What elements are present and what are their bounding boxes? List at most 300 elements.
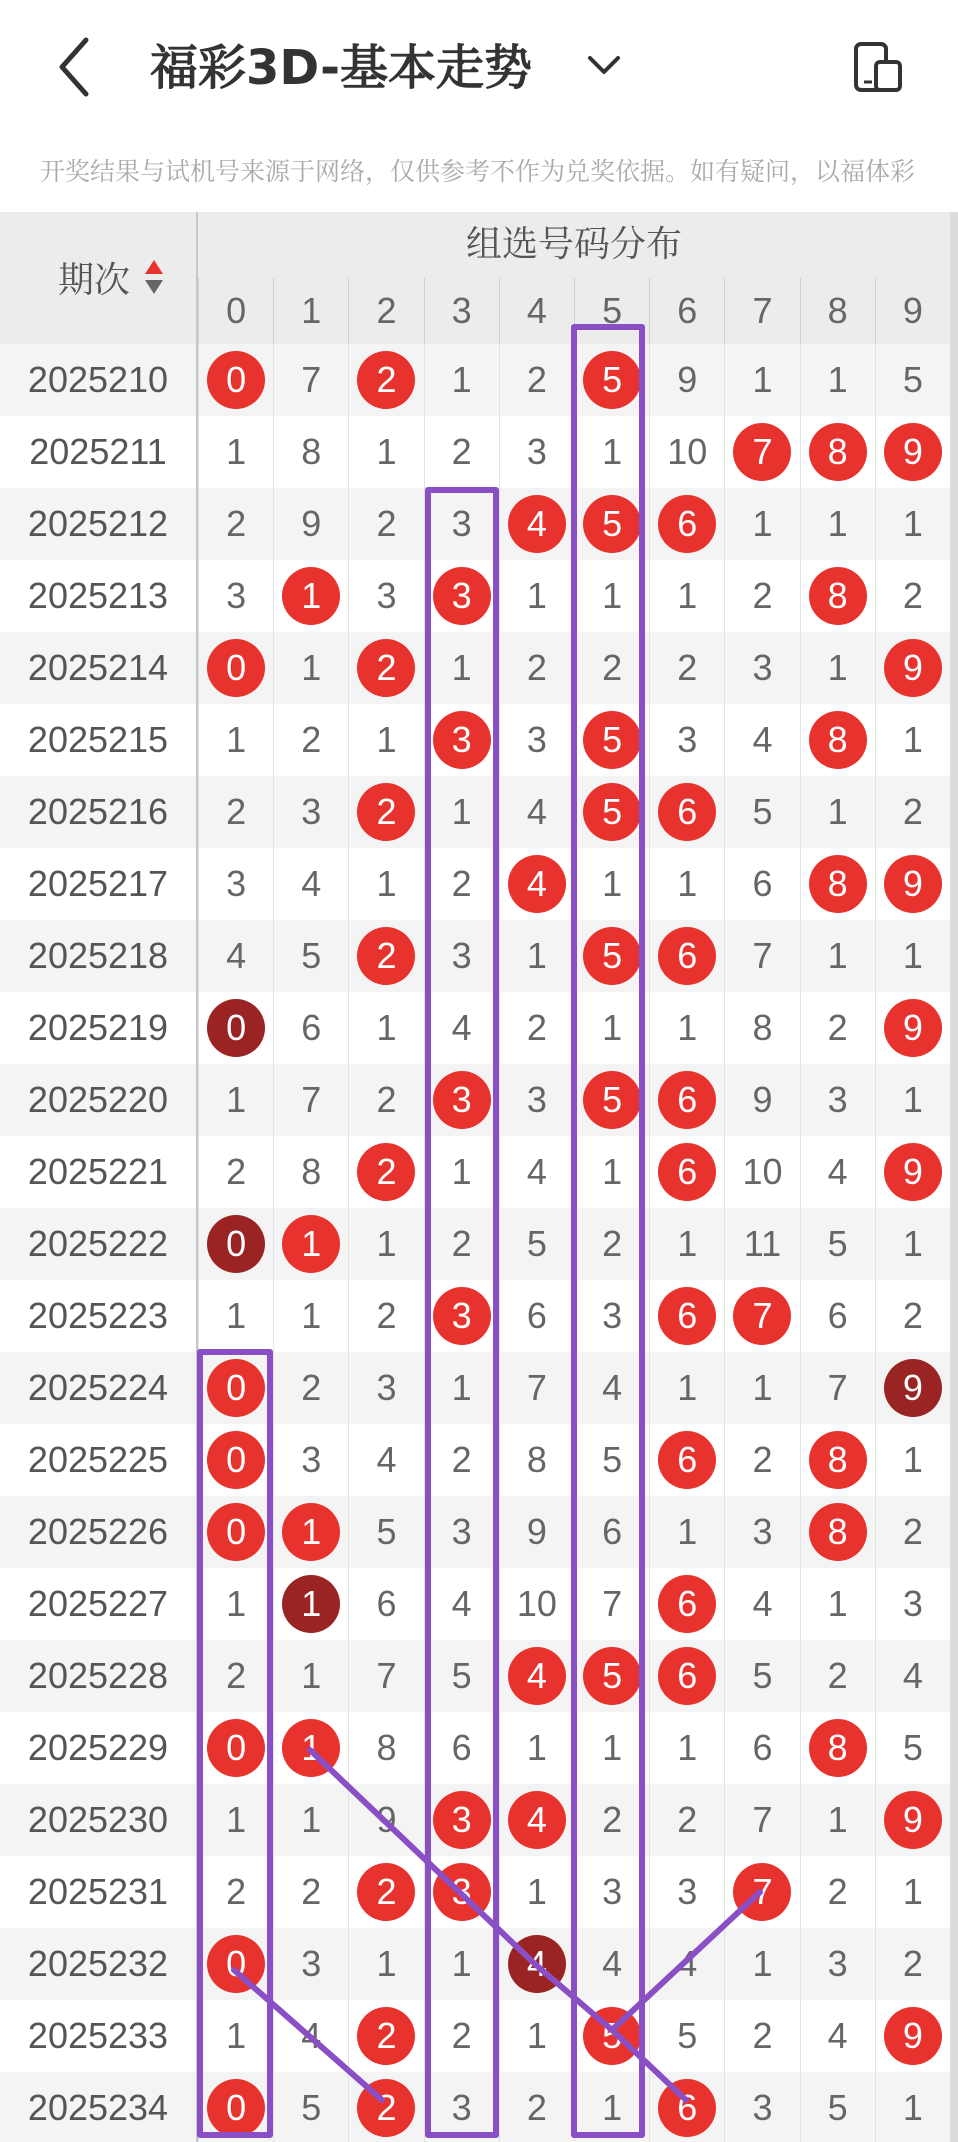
omission-cell: 2 [724, 1424, 799, 1496]
omission-cell: 1 [273, 1640, 348, 1712]
omission-cell: 5 [800, 2072, 875, 2142]
omission-cell: 4 [499, 776, 574, 848]
omission-cell: 2 [198, 1640, 273, 1712]
number-ball: 3 [433, 1071, 491, 1129]
hit-cell [198, 992, 273, 1064]
omission-cell: 1 [875, 2072, 950, 2142]
hit-cell [800, 1424, 875, 1496]
omission-cell: 1 [574, 560, 649, 632]
omission-cell: 1 [724, 344, 799, 416]
digit-header-2: 2 [348, 278, 423, 344]
omission-cell: 1 [800, 632, 875, 704]
number-ball: 9 [884, 999, 942, 1057]
omission-cell: 4 [875, 1640, 950, 1712]
omission-cell: 1 [348, 1928, 423, 2000]
omission-cell: 3 [724, 1496, 799, 1568]
omission-cell: 2 [574, 632, 649, 704]
table-row [0, 2000, 958, 2072]
omission-cell: 3 [273, 1424, 348, 1496]
number-ball: 2 [357, 2007, 415, 2065]
omission-cell: 2 [499, 992, 574, 1064]
number-ball: 6 [658, 1647, 716, 1705]
omission-cell: 1 [574, 1136, 649, 1208]
number-ball: 6 [658, 495, 716, 553]
omission-cell: 1 [198, 1280, 273, 1352]
period-number: 2025215 [0, 704, 198, 776]
omission-cell: 9 [348, 1784, 423, 1856]
omission-cell: 8 [348, 1712, 423, 1784]
omission-cell: 5 [424, 1640, 499, 1712]
omission-cell: 2 [499, 344, 574, 416]
number-ball: 2 [357, 2079, 415, 2137]
period-number: 2025222 [0, 1208, 198, 1280]
omission-cell: 2 [649, 632, 724, 704]
omission-cell: 4 [424, 992, 499, 1064]
scrollbar-track[interactable] [950, 212, 958, 2142]
digit-header-1: 1 [273, 278, 348, 344]
number-ball: 1 [282, 1503, 340, 1561]
table-row [0, 1856, 958, 1928]
period-header-label: 期次 [58, 260, 131, 301]
period-number: 2025210 [0, 344, 198, 416]
omission-cell: 1 [348, 848, 423, 920]
table-row [0, 920, 958, 992]
omission-cell: 7 [800, 1352, 875, 1424]
omission-cell: 1 [499, 920, 574, 992]
omission-cell: 6 [574, 1496, 649, 1568]
hit-cell [499, 1928, 574, 2000]
omission-cell: 3 [800, 1928, 875, 2000]
hit-cell [875, 416, 950, 488]
hit-cell [424, 560, 499, 632]
omission-cell: 7 [499, 1352, 574, 1424]
table-row [0, 1208, 958, 1280]
omission-cell: 1 [198, 1064, 273, 1136]
number-ball: 0 [207, 1215, 265, 1273]
table-row [0, 992, 958, 1064]
number-ball: 2 [357, 1143, 415, 1201]
disclaimer-text: 开奖结果与试机号来源于网络，仅供参考不作为兑奖依据。如有疑问，以福体彩 [40, 157, 916, 186]
table-row [0, 1064, 958, 1136]
omission-cell: 2 [499, 2072, 574, 2142]
hit-cell [348, 1856, 423, 1928]
period-number: 2025217 [0, 848, 198, 920]
number-ball: 2 [357, 783, 415, 841]
hit-cell [348, 632, 423, 704]
table-row [0, 416, 958, 488]
omission-cell: 1 [800, 488, 875, 560]
omission-cell: 1 [875, 1064, 950, 1136]
omission-cell: 1 [875, 488, 950, 560]
hit-cell [499, 848, 574, 920]
number-ball: 8 [809, 423, 867, 481]
digit-header-8: 8 [800, 278, 875, 344]
hit-cell [348, 2000, 423, 2072]
number-ball: 2 [357, 351, 415, 409]
number-ball: 0 [207, 1503, 265, 1561]
omission-cell: 1 [875, 1424, 950, 1496]
sort-icon[interactable] [144, 258, 164, 298]
number-ball: 2 [357, 639, 415, 697]
omission-cell: 1 [649, 848, 724, 920]
number-ball: 4 [508, 1647, 566, 1705]
hit-cell [424, 1784, 499, 1856]
omission-cell: 5 [649, 2000, 724, 2072]
hit-cell [724, 1856, 799, 1928]
number-ball: 0 [207, 351, 265, 409]
hit-cell [800, 848, 875, 920]
omission-cell: 1 [424, 1136, 499, 1208]
omission-cell: 4 [649, 1928, 724, 2000]
number-ball: 9 [884, 1143, 942, 1201]
hit-cell [800, 704, 875, 776]
table-row [0, 560, 958, 632]
omission-cell: 3 [499, 704, 574, 776]
page-title[interactable]: 福彩3D-基本走势 [150, 40, 533, 96]
number-ball: 0 [207, 1935, 265, 1993]
number-ball: 8 [809, 711, 867, 769]
omission-cell: 3 [273, 776, 348, 848]
hit-cell [574, 776, 649, 848]
omission-cell: 1 [875, 920, 950, 992]
hit-cell [800, 560, 875, 632]
omission-cell: 10 [724, 1136, 799, 1208]
hit-cell [273, 560, 348, 632]
number-ball: 9 [884, 1791, 942, 1849]
hit-cell [574, 920, 649, 992]
hit-cell [499, 1784, 574, 1856]
number-ball: 4 [508, 1935, 566, 1993]
number-ball: 9 [884, 1359, 942, 1417]
omission-cell: 1 [574, 848, 649, 920]
period-number: 2025219 [0, 992, 198, 1064]
hit-cell [198, 344, 273, 416]
omission-cell: 9 [499, 1496, 574, 1568]
omission-cell: 2 [724, 2000, 799, 2072]
omission-cell: 3 [348, 1352, 423, 1424]
digit-header-6: 6 [649, 278, 724, 344]
omission-cell: 2 [348, 488, 423, 560]
hit-cell [424, 704, 499, 776]
omission-cell: 2 [198, 776, 273, 848]
table-row [0, 1280, 958, 1352]
back-arrow-icon[interactable] [50, 32, 100, 102]
chevron-down-icon[interactable] [582, 42, 626, 86]
omission-cell: 1 [348, 992, 423, 1064]
period-number: 2025220 [0, 1064, 198, 1136]
hit-cell [198, 1928, 273, 2000]
omission-cell: 1 [574, 992, 649, 1064]
hit-cell [348, 2072, 423, 2142]
hit-cell [649, 1280, 724, 1352]
number-ball: 4 [508, 495, 566, 553]
period-number: 2025232 [0, 1928, 198, 2000]
device-switch-icon[interactable] [850, 40, 906, 96]
trend-table [0, 212, 958, 2142]
omission-cell: 1 [198, 1784, 273, 1856]
number-ball: 9 [884, 2007, 942, 2065]
omission-cell: 2 [724, 560, 799, 632]
hit-cell [649, 1136, 724, 1208]
omission-cell: 5 [574, 1424, 649, 1496]
number-ball: 5 [583, 495, 641, 553]
hit-cell [574, 1064, 649, 1136]
hit-cell [649, 1424, 724, 1496]
hit-cell [875, 1784, 950, 1856]
group-distribution-header: 组选号码分布 [198, 212, 950, 279]
number-ball: 7 [733, 423, 791, 481]
hit-cell [574, 344, 649, 416]
number-ball: 6 [658, 2079, 716, 2137]
omission-cell: 1 [499, 2000, 574, 2072]
period-number: 2025216 [0, 776, 198, 848]
hit-cell [574, 1640, 649, 1712]
number-ball: 2 [357, 1863, 415, 1921]
omission-cell: 6 [424, 1712, 499, 1784]
omission-cell: 9 [649, 344, 724, 416]
number-ball: 6 [658, 1575, 716, 1633]
omission-cell: 1 [273, 632, 348, 704]
omission-cell: 2 [574, 1784, 649, 1856]
omission-cell: 1 [875, 1856, 950, 1928]
table-row [0, 704, 958, 776]
number-ball: 8 [809, 1431, 867, 1489]
period-number: 2025218 [0, 920, 198, 992]
number-ball: 0 [207, 1719, 265, 1777]
number-ball: 5 [583, 711, 641, 769]
number-ball: 7 [733, 1287, 791, 1345]
period-number: 2025228 [0, 1640, 198, 1712]
table-row [0, 1424, 958, 1496]
hit-cell [875, 848, 950, 920]
table-row [0, 2072, 958, 2142]
omission-cell: 4 [800, 1136, 875, 1208]
omission-cell: 3 [198, 848, 273, 920]
omission-cell: 1 [348, 704, 423, 776]
hit-cell [273, 1568, 348, 1640]
omission-cell: 1 [424, 1928, 499, 2000]
omission-cell: 8 [273, 1136, 348, 1208]
table-row [0, 488, 958, 560]
omission-cell: 1 [499, 560, 574, 632]
number-ball: 5 [583, 927, 641, 985]
omission-cell: 6 [724, 848, 799, 920]
omission-cell: 1 [574, 1712, 649, 1784]
hit-cell [574, 704, 649, 776]
hit-cell [800, 416, 875, 488]
period-number: 2025227 [0, 1568, 198, 1640]
hit-cell [649, 1640, 724, 1712]
omission-cell: 6 [800, 1280, 875, 1352]
table-row [0, 1928, 958, 2000]
omission-cell: 1 [649, 992, 724, 1064]
hit-cell [198, 2072, 273, 2142]
omission-cell: 1 [800, 1784, 875, 1856]
number-ball: 1 [282, 567, 340, 625]
hit-cell [649, 920, 724, 992]
number-ball: 6 [658, 1143, 716, 1201]
period-column-header[interactable] [0, 212, 198, 344]
omission-cell: 11 [724, 1208, 799, 1280]
omission-cell: 1 [424, 344, 499, 416]
omission-cell: 2 [424, 848, 499, 920]
omission-cell: 3 [273, 1928, 348, 2000]
period-number: 2025224 [0, 1352, 198, 1424]
omission-cell: 7 [724, 920, 799, 992]
table-row [0, 848, 958, 920]
number-ball: 8 [809, 1719, 867, 1777]
omission-cell: 5 [875, 1712, 950, 1784]
omission-cell: 2 [499, 632, 574, 704]
omission-cell: 2 [875, 1496, 950, 1568]
omission-cell: 3 [574, 1280, 649, 1352]
period-number: 2025212 [0, 488, 198, 560]
omission-cell: 2 [273, 1856, 348, 1928]
number-ball: 1 [282, 1215, 340, 1273]
number-ball: 4 [508, 855, 566, 913]
hit-cell [875, 632, 950, 704]
omission-cell: 2 [348, 1064, 423, 1136]
omission-cell: 3 [875, 1568, 950, 1640]
period-number: 2025230 [0, 1784, 198, 1856]
hit-cell [649, 2072, 724, 2142]
number-ball: 0 [207, 1359, 265, 1417]
hit-cell [198, 1496, 273, 1568]
number-ball: 0 [207, 999, 265, 1057]
table-row [0, 1784, 958, 1856]
omission-cell: 6 [348, 1568, 423, 1640]
table-row [0, 1712, 958, 1784]
digit-header-5: 5 [574, 278, 649, 344]
omission-cell: 5 [499, 1208, 574, 1280]
hit-cell [424, 1280, 499, 1352]
number-ball: 8 [809, 855, 867, 913]
number-ball: 6 [658, 927, 716, 985]
omission-cell: 5 [875, 344, 950, 416]
number-ball: 3 [433, 1287, 491, 1345]
omission-cell: 1 [424, 776, 499, 848]
period-number: 2025213 [0, 560, 198, 632]
table-row [0, 1640, 958, 1712]
omission-cell: 2 [875, 1928, 950, 2000]
table-row [0, 1136, 958, 1208]
digit-header-4: 4 [499, 278, 574, 344]
number-ball: 8 [809, 567, 867, 625]
omission-cell: 1 [800, 920, 875, 992]
number-ball: 5 [583, 1071, 641, 1129]
number-ball: 7 [733, 1863, 791, 1921]
omission-cell: 2 [875, 1280, 950, 1352]
omission-cell: 1 [800, 776, 875, 848]
hit-cell [499, 488, 574, 560]
period-number: 2025231 [0, 1856, 198, 1928]
omission-cell: 1 [800, 1568, 875, 1640]
omission-cell: 1 [800, 344, 875, 416]
digit-header-3: 3 [424, 278, 499, 344]
omission-cell: 2 [198, 488, 273, 560]
omission-cell: 2 [649, 1784, 724, 1856]
omission-cell: 8 [724, 992, 799, 1064]
omission-cell: 1 [724, 1928, 799, 2000]
hit-cell [875, 992, 950, 1064]
omission-cell: 9 [724, 1064, 799, 1136]
hit-cell [198, 1712, 273, 1784]
omission-cell: 1 [875, 1208, 950, 1280]
hit-cell [424, 1856, 499, 1928]
omission-cell: 2 [424, 416, 499, 488]
omission-cell: 1 [724, 488, 799, 560]
number-ball: 3 [433, 1791, 491, 1849]
number-ball: 6 [658, 783, 716, 841]
number-ball: 2 [357, 927, 415, 985]
omission-cell: 1 [499, 1856, 574, 1928]
omission-cell: 2 [875, 560, 950, 632]
omission-cell: 4 [724, 1568, 799, 1640]
hit-cell [875, 1136, 950, 1208]
omission-cell: 5 [273, 920, 348, 992]
omission-cell: 4 [499, 1136, 574, 1208]
period-number: 2025211 [0, 416, 198, 488]
omission-cell: 3 [649, 704, 724, 776]
omission-cell: 1 [198, 1568, 273, 1640]
omission-cell: 7 [348, 1640, 423, 1712]
hit-cell [348, 776, 423, 848]
table-row [0, 1496, 958, 1568]
omission-cell: 6 [273, 992, 348, 1064]
omission-cell: 2 [424, 1208, 499, 1280]
number-ball: 5 [583, 1647, 641, 1705]
omission-cell: 4 [424, 1568, 499, 1640]
omission-cell: 1 [273, 1280, 348, 1352]
period-number: 2025225 [0, 1424, 198, 1496]
omission-cell: 2 [198, 1136, 273, 1208]
hit-cell [348, 1136, 423, 1208]
omission-cell: 1 [198, 416, 273, 488]
number-ball: 3 [433, 1863, 491, 1921]
omission-cell: 2 [800, 992, 875, 1064]
omission-cell: 3 [724, 632, 799, 704]
omission-cell: 1 [649, 1352, 724, 1424]
number-ball: 5 [583, 2007, 641, 2065]
hit-cell [574, 488, 649, 560]
omission-cell: 3 [800, 1064, 875, 1136]
hit-cell [800, 1712, 875, 1784]
omission-cell: 1 [649, 1208, 724, 1280]
hit-cell [649, 776, 724, 848]
omission-cell: 3 [649, 1856, 724, 1928]
hit-cell [273, 1208, 348, 1280]
number-ball: 9 [884, 423, 942, 481]
hit-cell [273, 1712, 348, 1784]
omission-cell: 2 [273, 1352, 348, 1424]
omission-cell: 6 [724, 1712, 799, 1784]
omission-cell: 2 [800, 1856, 875, 1928]
hit-cell [198, 1208, 273, 1280]
period-number: 2025226 [0, 1496, 198, 1568]
omission-cell: 1 [198, 704, 273, 776]
number-ball: 0 [207, 2079, 265, 2137]
number-ball: 0 [207, 639, 265, 697]
omission-cell: 1 [424, 1352, 499, 1424]
app-header [0, 0, 958, 130]
digit-header-0: 0 [198, 278, 273, 344]
omission-cell: 6 [499, 1280, 574, 1352]
number-ball: 4 [508, 1791, 566, 1849]
number-ball: 6 [658, 1431, 716, 1489]
omission-cell: 7 [273, 1064, 348, 1136]
hit-cell [499, 1640, 574, 1712]
omission-cell: 3 [499, 1064, 574, 1136]
